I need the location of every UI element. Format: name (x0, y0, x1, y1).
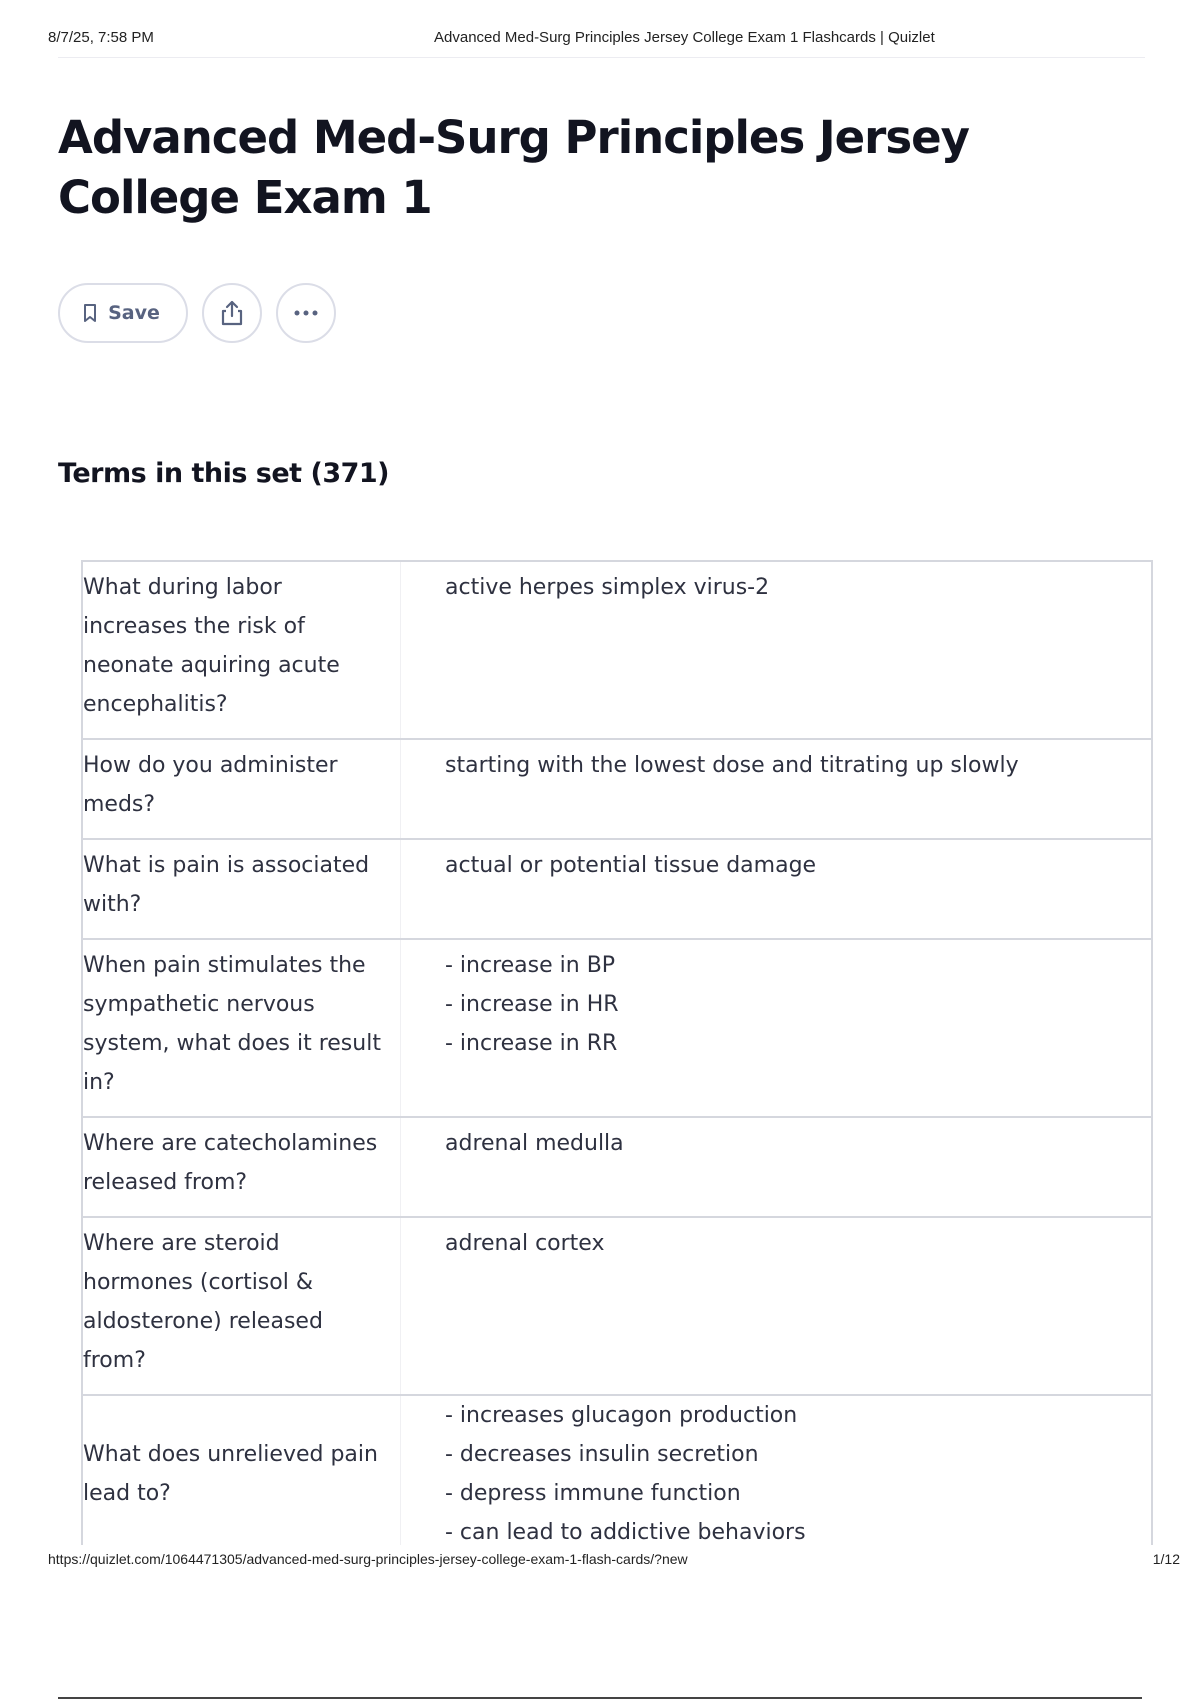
definition-line: actual or potential tissue damage (445, 853, 817, 878)
term-text: When pain stimulates the sympathetic nervous system, what does it result in? (83, 940, 401, 1116)
definition-line: starting with the lowest dose and titrating up slowly (445, 753, 1019, 778)
definition-text (401, 1118, 1151, 1216)
definition-line: - can lead to addictive behaviors (445, 1520, 806, 1545)
term-text: What is pain is associated with? (83, 840, 401, 938)
more-options-button[interactable] (276, 283, 336, 343)
share-icon (219, 299, 245, 327)
term-card (81, 938, 1153, 1116)
definition-line: - increase in BP (445, 953, 616, 978)
page-title: Advanced Med-Surg Principles Jersey College Exam 1 (58, 111, 969, 224)
save-button-label: Save (108, 302, 160, 324)
save-button[interactable] (58, 283, 188, 343)
print-url: https://quizlet.com/1064471305/advanced-med-surg-principles-jersey-college-exam-1-flash-cards/?new (48, 1551, 688, 1567)
term-text: Where are catecholamines released from? (83, 1118, 401, 1216)
share-button[interactable] (202, 283, 262, 343)
terms-list-viewport (81, 560, 1153, 1545)
term-text: What does unrelieved pain lead to? (83, 1396, 401, 1545)
term-card (81, 1116, 1153, 1216)
print-document-title: Advanced Med-Surg Principles Jersey College Exam 1 Flashcards | Quizlet (434, 29, 935, 46)
term-card (81, 738, 1153, 838)
definition-text (401, 1396, 1151, 1545)
definition-line: - depress immune function (445, 1481, 741, 1506)
page-number: 1/12 (1152, 1551, 1180, 1567)
term-card (81, 560, 1153, 738)
bookmark-icon (82, 303, 98, 323)
definition-line: - increase in HR (445, 992, 619, 1017)
definition-text (401, 840, 1151, 938)
definition-line: adrenal cortex (445, 1231, 605, 1256)
term-card (81, 1216, 1153, 1394)
definition-line: - increases glucagon production (445, 1403, 798, 1428)
term-card (81, 1394, 1153, 1545)
set-actions (58, 283, 336, 343)
terms-list (81, 560, 1153, 1545)
page-bottom-rule (58, 1697, 1142, 1699)
definition-line: active herpes simplex virus-2 (445, 575, 770, 600)
term-text: Where are steroid hormones (cortisol & aldosterone) released from? (83, 1218, 401, 1394)
definition-text (401, 940, 1151, 1116)
definition-text (401, 1218, 1151, 1394)
definition-text (401, 740, 1151, 838)
term-text: What during labor increases the risk of neonate aquiring acute encephalitis? (83, 562, 401, 738)
print-date: 8/7/25, 7:58 PM (48, 29, 154, 46)
more-icon (293, 309, 319, 317)
definition-line: - increase in RR (445, 1031, 618, 1056)
definition-line: adrenal medulla (445, 1131, 624, 1156)
term-text: How do you administer meds? (83, 740, 401, 838)
header-divider (58, 57, 1145, 58)
terms-heading: Terms in this set (371) (58, 458, 390, 489)
definition-text (401, 562, 1151, 738)
definition-line: - decreases insulin secretion (445, 1442, 759, 1467)
term-card (81, 838, 1153, 938)
